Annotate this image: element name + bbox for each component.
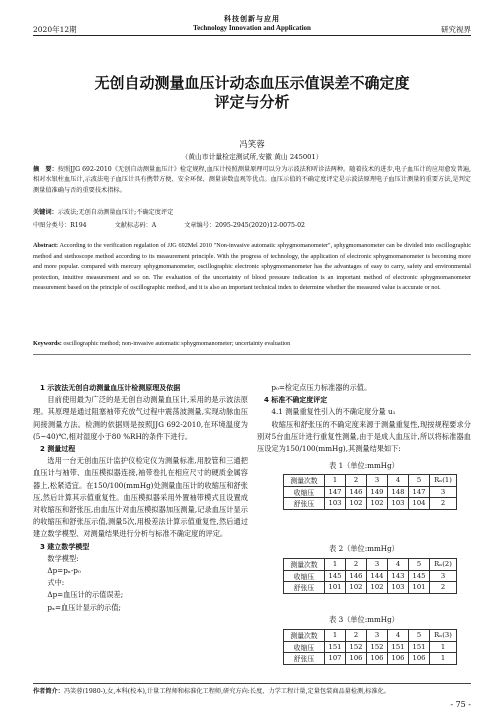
- table-cell: 145: [325, 570, 346, 582]
- table-1-caption: 表 1（单位:mmHg）: [329, 461, 399, 470]
- abstract-en-label: Abstract:: [33, 242, 59, 249]
- affiliation: （黄山市计量检定测试所,安徽 黄山 245001）: [181, 153, 323, 161]
- abstract-en: [33, 241, 471, 294]
- table-header-cell: 4: [388, 475, 409, 487]
- table-cell: 102: [346, 498, 367, 510]
- keywords-en-label: Keywords:: [33, 340, 62, 347]
- table-cell: 147: [325, 486, 346, 498]
- table-cell: 1: [430, 653, 457, 665]
- table-cell: 106: [409, 653, 430, 665]
- title-line-1: 无创自动测量血压计动态血压示值误差不确定度: [94, 74, 410, 92]
- table-cell: 收缩压: [284, 641, 325, 653]
- keywords-cn: [33, 208, 471, 218]
- journal-name-en: Technology Innovation and Application: [193, 24, 311, 32]
- table-cell: 102: [367, 582, 388, 594]
- table-row: [284, 653, 457, 665]
- table-cell: 147: [409, 486, 430, 498]
- table-cell: 146: [346, 570, 367, 582]
- table-cell: 149: [367, 486, 388, 498]
- table-row: [284, 498, 457, 510]
- table-2-caption: 表 2（单位:mmHg）: [329, 544, 399, 553]
- clc-number: 中图分类号：R194: [33, 222, 87, 229]
- table-header-row: [284, 630, 457, 642]
- abstract-en-text: According to the verification regulation of JJG 692Mel 2010 "Non-invasive automatic sphygmomanometer", sphygmomanometer can be divided into oscillographic method and stethoscope method according to its measurement principle. With the progress of technology, the application of electronic sphygmomanometer is becoming more and more popular. compared with mercury sphygmomanometer, oscillographic electronic sphygmomanometer has the advantages of easy to carry, safety and environmental protection, intuitive measurement and so on. The evaluation of the uncertainty of blood pressure indication is an important method of electronic sphygmomanometer measurement based on the principle of oscillographic method, and it is also an important technical index to determine whether the measured value is accurate or not.: [33, 242, 471, 292]
- section-4-1-heading: 4.1 测量重复性引入的不确定度分量 u₁: [271, 407, 396, 417]
- table-cell: 146: [346, 486, 367, 498]
- table-row: [284, 570, 457, 582]
- abstract-cn: [33, 165, 471, 196]
- page-number: - 75 -: [450, 700, 471, 709]
- table-cell: 102: [346, 582, 367, 594]
- table-cell: 收缩压: [284, 486, 325, 498]
- body-right-column: [257, 382, 471, 455]
- table-header-cell: 4: [388, 559, 409, 571]
- table-cell: 2: [430, 498, 457, 510]
- table-header-cell: 2: [346, 475, 367, 487]
- table-header-cell: 1: [325, 475, 346, 487]
- table-header-cell: 3: [367, 559, 388, 571]
- author-bio-footnote: [33, 686, 471, 695]
- table-header-cell: 3: [367, 475, 388, 487]
- section-1-heading: 1 示波法无创自动测量血压计检测原理及依据: [40, 384, 181, 392]
- table-header-cell: 2: [346, 559, 367, 571]
- footnote-label: 作者简介：: [33, 688, 64, 695]
- section-2-paragraph: 选用一台无创血压计监护仪检定仪为测量标准,用胶管和三通把血压计与袖带、血压模拟器连接,袖带卷扎在相应尺寸的硬质金属容器上,松紧适宜。在150/100(mmHg)处测量血压计的收缩压和舒张压,然后计算其示值重复性。血压模拟器采用外置袖带模式且设置成对收缩压和舒张压,由血压计对血压模拟器加压测量,记录血压计显示的收缩压和舒张压示值,测量5次,用极差法计算示值重复性,然后通过建立数学模型、对测量结果进行分析与标准不确定度的评定。: [33, 456, 248, 539]
- body-left-column: [33, 382, 248, 614]
- table-header-cell: 测量次数: [284, 559, 325, 571]
- footnote-rule: [33, 683, 471, 684]
- table-cell: 1: [430, 641, 457, 653]
- table-cell: 2: [430, 582, 457, 594]
- table-row: [284, 486, 457, 498]
- footnote-text: 冯笑蓉(1980-),女,本科(校本),计量工程师和标准化工程师,研究方向:长度、力学工程计量,定量包装商品量检测,标准化。: [63, 688, 390, 695]
- section-1-paragraph: 目前使用最为广泛的是无创自动测量血压计,采用的是示波法原理。其原理是通过阻塞袖带充放气过程中震荡波测量,实现动脉血压间接测量方法。检测的依据则是按照JJG 692-2010,在环境温度为(5~40)℃,相对湿度小于80 %RH的条件下进行。: [33, 395, 248, 441]
- section-2-heading: 2 测量过程: [40, 445, 76, 454]
- def-px: pₓ=血压计显示的示值;: [47, 602, 121, 612]
- section-4-heading: 4 标准不确定度评定: [264, 396, 328, 405]
- table-row: [284, 582, 457, 594]
- model-label: 数学模型:: [47, 553, 79, 563]
- table-header-cell: 1: [325, 630, 346, 642]
- def-delta-p: Δp=血压计的示值误差;: [47, 590, 124, 600]
- table-2: [283, 558, 457, 594]
- table-header-cell: Rₙ(2): [430, 559, 457, 571]
- table-header-cell: 5: [409, 559, 430, 571]
- header-rule: [33, 35, 471, 36]
- table-cell: 107: [325, 653, 346, 665]
- table-1: [283, 474, 457, 510]
- table-cell: 舒张压: [284, 498, 325, 510]
- table-cell: 152: [367, 641, 388, 653]
- keywords-cn-label: 关键词：: [33, 209, 58, 216]
- table-cell: 收缩压: [284, 570, 325, 582]
- table-header-cell: 3: [367, 630, 388, 642]
- table-header-cell: Rₙ(3): [430, 630, 457, 642]
- table-cell: 104: [409, 498, 430, 510]
- body-rule: [33, 354, 471, 355]
- document-code: 文献标志码：A: [114, 222, 157, 229]
- table-row: [284, 641, 457, 653]
- table-header-cell: 测量次数: [284, 630, 325, 642]
- table-cell: 151: [388, 641, 409, 653]
- keywords-en-text: oscillographic method; non-invasive automatic sphygmomanometer; uncertainty evaluation: [63, 340, 291, 347]
- table-cell: 103: [325, 498, 346, 510]
- table-cell: 151: [409, 641, 430, 653]
- issue-date: 2020年12期: [33, 25, 77, 34]
- table-cell: 152: [346, 641, 367, 653]
- table-cell: 舒张压: [284, 653, 325, 665]
- table-header-cell: Rₙ(1): [430, 475, 457, 487]
- table-cell: 3: [430, 570, 457, 582]
- table-cell: 3: [430, 486, 457, 498]
- table-cell: 103: [388, 498, 409, 510]
- abstract-cn-text: 按照JJG 692-2010《无创自动测量血压计》检定规程,血压计按照测量原理可以分为示波法和听诊法两种。随着技术的进步,电子血压计的应用愈发普遍,相对水银柱血压计,示波法电子血压计具有携带方便、安全环保、测量读数直观等优点。血压示值的不确定度评定是示波法原理电子血压计测量的重要方法,是判定测量值准确与否的重要技术指标。: [33, 166, 471, 194]
- table-cell: 144: [367, 570, 388, 582]
- table-header-cell: 4: [388, 630, 409, 642]
- model-equation: Δp=pₓ-p₀: [47, 566, 81, 576]
- table-cell: 101: [409, 582, 430, 594]
- article-title: [33, 74, 471, 112]
- table-header-cell: 1: [325, 559, 346, 571]
- table-3-caption: 表 3（单位:mmHg）: [329, 615, 399, 624]
- table-3: [283, 629, 457, 665]
- keywords-cn-text: 示波法;无创自动测量血压计;不确定度评定: [57, 209, 174, 216]
- section-3-heading: 3 建立数学模型: [40, 542, 90, 551]
- table-cell: 145: [409, 570, 430, 582]
- table-header-row: [284, 559, 457, 571]
- title-line-2: 评定与分析: [214, 93, 290, 111]
- def-p0: p₀=检定点压力标准器的示值。: [271, 383, 372, 392]
- table-cell: 148: [388, 486, 409, 498]
- table-cell: 103: [388, 582, 409, 594]
- article-meta: [33, 220, 471, 229]
- table-cell: 101: [325, 582, 346, 594]
- article-id: 文章编号：2095-2945(2020)12-0075-02: [184, 222, 305, 229]
- author: 冯笑蓉: [239, 140, 265, 150]
- table-header-cell: 5: [409, 475, 430, 487]
- table-cell: 102: [367, 498, 388, 510]
- keywords-en: [33, 340, 471, 347]
- table-cell: 106: [388, 653, 409, 665]
- table-header-cell: 测量次数: [284, 475, 325, 487]
- where-label: 式中:: [47, 578, 65, 588]
- section-4-1-paragraph: 收缩压和舒张压的不确定度来源于测量重复性,现按规程要求分别对5台血压计进行重复性测量,由于是成人血压计,所以将标准器血压设定为150/100(mmHg),其测量结果如下:: [257, 419, 471, 454]
- table-header-cell: 5: [409, 630, 430, 642]
- table-cell: 舒张压: [284, 582, 325, 594]
- table-header-cell: 2: [346, 630, 367, 642]
- table-header-row: [284, 475, 457, 487]
- table-cell: 143: [388, 570, 409, 582]
- journal-name-cn: 科技创新与应用: [224, 14, 280, 23]
- table-cell: 106: [367, 653, 388, 665]
- section-name: 研究视界: [441, 25, 471, 34]
- abstract-cn-label: 摘 要：: [33, 166, 58, 173]
- table-cell: 151: [325, 641, 346, 653]
- table-cell: 106: [346, 653, 367, 665]
